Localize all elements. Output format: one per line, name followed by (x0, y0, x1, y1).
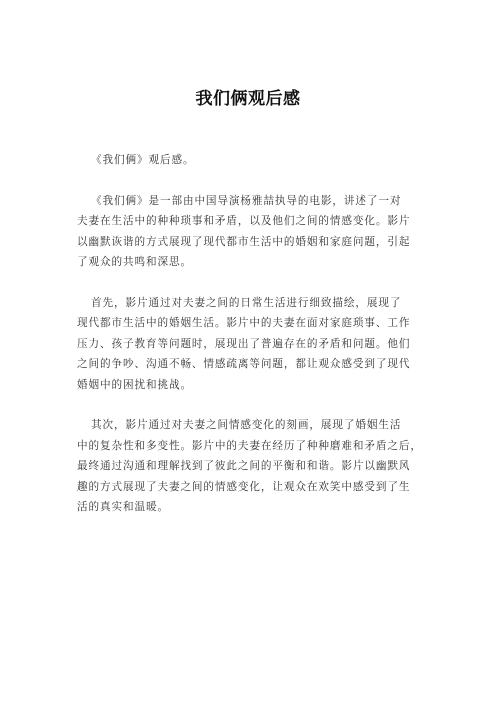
paragraph-line: 之间的争吵、沟通不畅、情感疏离等问题，都让观众感受到了现代 (77, 358, 411, 370)
paragraph-line: 了观众的共鸣和深思。 (77, 256, 192, 268)
paragraph-line: 以幽默诙谐的方式展现了现代都市生活中的婚姻和家庭问题，引起 (77, 235, 411, 248)
paragraph-line: 婚姻中的困扰和挑战。 (77, 378, 192, 391)
paragraph-line: 首先，影片通过对夫妻之间的日常生活进行细致描绘，展现了 (91, 296, 402, 309)
paragraph-line: 《我们俩》是一部由中国导演杨雅喆执导的电影，讲述了一对 (91, 194, 402, 207)
paragraph-line: 其次，影片通过对夫妻之间情感变化的刻画，展现了婚姻生活 (91, 419, 402, 431)
paragraph-line: 夫妻在生活中的种种琐事和矛盾，以及他们之间的情感变化。影片 (77, 215, 411, 227)
paragraph-line: 现代都市生活中的婚姻生活。影片中的夫妻在面对家庭琐事、工作 (77, 317, 411, 329)
paragraph-line: 趣的方式展现了夫妻之间的情感变化，让观众在欢笑中感受到了生 (77, 480, 411, 493)
paragraph-line: 活的真实和温暖。 (77, 501, 169, 513)
paragraph-line: 压力、孩子教育等问题时，展现出了普遍存在的矛盾和问题。他们 (77, 337, 411, 350)
paragraph-second-point (77, 415, 437, 518)
paragraph-line: 最终通过沟通和理解找到了彼此之间的平衡和和谐。影片以幽默风 (77, 460, 411, 472)
page-title: 我们俩观后感 (195, 89, 301, 109)
document-body (77, 150, 437, 538)
paragraph-line: 《我们俩》观后感。 (91, 154, 195, 166)
paragraph-summary (77, 191, 437, 273)
paragraph-intro (77, 150, 437, 171)
paragraph-line: 中的复杂性和多变性。影片中的夫妻在经历了种种磨难和矛盾之后， (77, 439, 422, 452)
paragraph-first-point (77, 293, 437, 396)
